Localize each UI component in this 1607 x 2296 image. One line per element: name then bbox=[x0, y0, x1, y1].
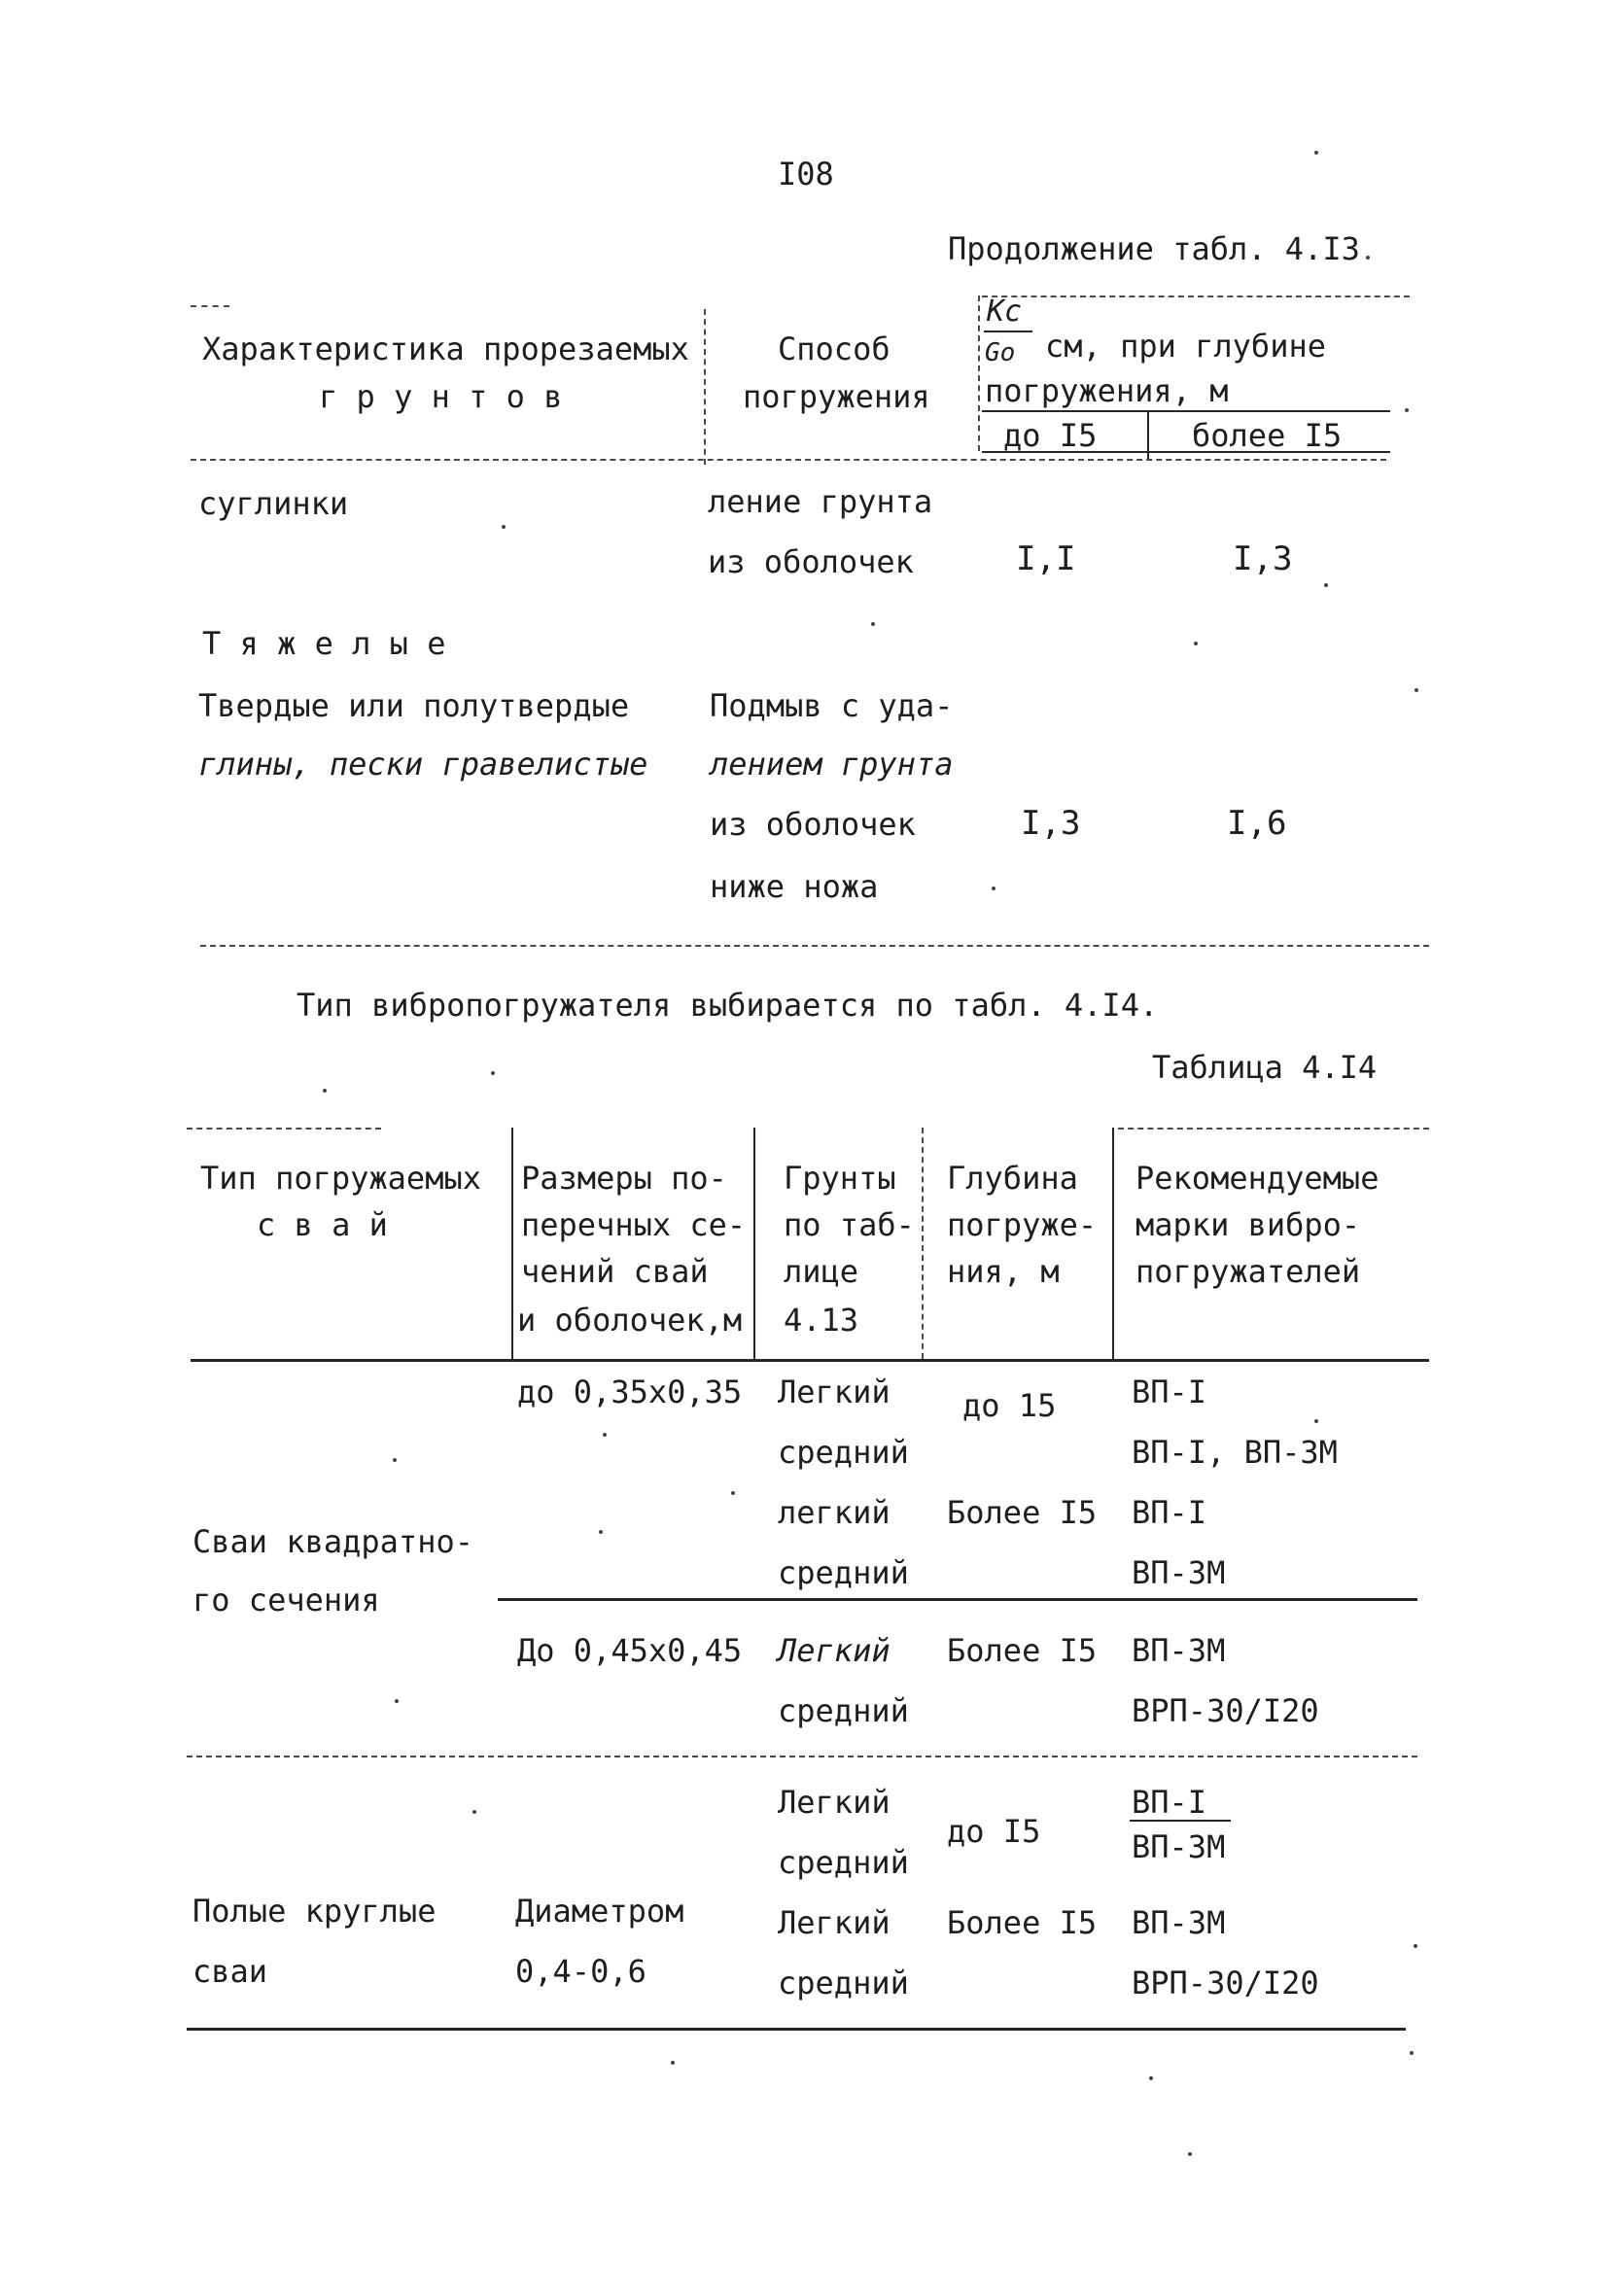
t414-header-depth-line2: погруже- bbox=[947, 1206, 1098, 1243]
scan-speck bbox=[1314, 151, 1318, 155]
scan-speck bbox=[671, 2061, 675, 2065]
t414-header-type-line2: с в а й bbox=[257, 1206, 388, 1243]
t414-col-divider-3 bbox=[922, 1128, 924, 1359]
scan-speck bbox=[603, 1433, 607, 1437]
t413-row1-soil: суглинки bbox=[198, 485, 349, 522]
scan-speck bbox=[1324, 583, 1328, 587]
t414-g2-depth-1: до I5 bbox=[947, 1813, 1041, 1850]
scan-speck bbox=[871, 622, 875, 626]
table-413-bottom-rule bbox=[200, 945, 1429, 947]
scan-speck bbox=[731, 1491, 735, 1495]
scan-speck bbox=[992, 887, 996, 890]
t414-g2-brand-2: ВП-3М bbox=[1132, 1828, 1226, 1865]
t414-g1-b1-depth-1: до 15 bbox=[962, 1387, 1057, 1424]
t414-header-brands-line2: марки вибро- bbox=[1135, 1206, 1361, 1243]
t413-header-depth-upto: до I5 bbox=[1003, 417, 1098, 454]
table-414-bottom-rule bbox=[187, 2028, 1406, 2031]
scan-speck bbox=[1366, 256, 1370, 260]
t413-header-method-line2: погружения bbox=[743, 378, 930, 415]
t414-g2-brand-4: ВРП-30/I20 bbox=[1132, 1965, 1319, 2001]
t414-g1-b1-brand-1: ВП-I bbox=[1132, 1374, 1207, 1410]
scan-speck bbox=[1410, 2051, 1414, 2055]
t413-header-coef-symbol-bottom: Go bbox=[985, 338, 1016, 367]
vibrodriver-note: Тип вибропогружателя выбирается по табл. 4.I4. bbox=[297, 987, 1159, 1024]
t413-header-coef-line1: см, при глубине bbox=[1045, 328, 1326, 365]
t413-header-soil-line2: г р у н т о в bbox=[319, 378, 563, 415]
scan-speck bbox=[502, 525, 506, 529]
t414-header-soils-line1: Грунты bbox=[784, 1160, 896, 1197]
t414-g2-type-line1: Полые круглые bbox=[192, 1893, 437, 1930]
t413-subheader-divider bbox=[1147, 412, 1149, 461]
t414-g2-depth-3: Более I5 bbox=[947, 1904, 1098, 1941]
t413-row2-upto15: I,3 bbox=[1021, 804, 1081, 843]
t414-g1-b2-brand-2: ВРП-30/I20 bbox=[1132, 1692, 1319, 1729]
scan-speck bbox=[1188, 2152, 1192, 2156]
t413-row1-method-line1: ление грунта bbox=[708, 483, 933, 520]
table-413-top-rule bbox=[191, 305, 229, 307]
t414-g2-size-line1: Диаметром bbox=[515, 1893, 684, 1930]
scan-speck bbox=[472, 1810, 476, 1814]
t413-header-soil-line1: Характеристика прорезаемых bbox=[202, 330, 689, 367]
t414-col-divider-2 bbox=[753, 1128, 755, 1359]
t414-col-divider-1 bbox=[511, 1128, 513, 1359]
t413-header-coef-symbol-top: Kc bbox=[987, 295, 1023, 329]
t414-g1-b2-depth-1: Более I5 bbox=[947, 1632, 1098, 1669]
t414-g1-block1-size: до 0,35x0,35 bbox=[517, 1374, 743, 1410]
t414-g2-type-line2: сваи bbox=[192, 1953, 268, 1990]
t414-header-bottom-rule bbox=[191, 1359, 1429, 1362]
t414-g1-b1-depth-3: Более I5 bbox=[947, 1494, 1098, 1531]
table-414-top-rule-right bbox=[1118, 1128, 1429, 1130]
t414-header-brands-line3: погружателей bbox=[1135, 1253, 1361, 1290]
t414-g1-block2-size: До 0,45x0,45 bbox=[517, 1632, 743, 1669]
t413-row2-group: Т я ж е л ы е bbox=[202, 625, 446, 662]
t413-row2-method-line1: Подмыв с уда- bbox=[710, 687, 954, 724]
scan-speck bbox=[1314, 1419, 1318, 1423]
table-413-top-rule-right bbox=[982, 296, 1410, 297]
t413-row2-over15: I,6 bbox=[1227, 804, 1287, 843]
t414-g2-soil-4: средний bbox=[778, 1965, 909, 2001]
t414-header-type-line1: Тип погружаемых bbox=[200, 1160, 481, 1197]
scan-speck bbox=[599, 1530, 603, 1534]
t414-g2-brand-3: ВП-3М bbox=[1132, 1904, 1226, 1941]
t413-header-depth-over: более I5 bbox=[1192, 417, 1343, 454]
t414-g2-brand-1: ВП-I bbox=[1132, 1784, 1207, 1821]
t413-row2-method-line2: лением грунта bbox=[710, 746, 954, 783]
t414-g1-b1-brand-4: ВП-3М bbox=[1132, 1554, 1226, 1591]
table-414-caption: Таблица 4.I4 bbox=[1152, 1049, 1378, 1086]
t414-g2-size-line2: 0,4-0,6 bbox=[515, 1953, 646, 1990]
t413-header-underline-over bbox=[982, 451, 1390, 453]
t414-g1-b2-soil-1: Легкий bbox=[778, 1632, 891, 1669]
t414-header-soils-line4: 4.13 bbox=[784, 1302, 859, 1339]
t413-row1-upto15: I,I bbox=[1016, 539, 1076, 578]
t414-group-divider bbox=[187, 1756, 1417, 1757]
t414-header-soils-line3: лице bbox=[784, 1253, 859, 1290]
table-413-caption: Продолжение табл. 4.I3 bbox=[948, 230, 1360, 267]
scan-speck bbox=[1405, 408, 1409, 412]
t414-g2-soil-3: Легкий bbox=[778, 1904, 891, 1941]
t414-g2-brand-fraction-bar bbox=[1130, 1820, 1231, 1822]
scan-speck bbox=[1149, 2076, 1153, 2080]
t413-header-coef-line2: погружения, м bbox=[985, 372, 1229, 409]
t413-row2-method-line4: ниже ножа bbox=[710, 868, 879, 905]
scan-speck bbox=[395, 1699, 399, 1703]
scan-speck bbox=[1194, 642, 1198, 645]
t413-row2-method-line3: из оболочек bbox=[710, 806, 916, 843]
t414-header-size-line2: перечных се- bbox=[521, 1206, 747, 1243]
t414-header-size-line1: Размеры по- bbox=[521, 1160, 727, 1197]
t414-header-depth-line1: Глубина bbox=[947, 1160, 1078, 1197]
t414-g1-block-divider bbox=[498, 1598, 1417, 1601]
scan-speck bbox=[491, 1071, 495, 1075]
t413-row2-soil-line1: Твердые или полутвердые bbox=[198, 687, 630, 724]
t414-header-depth-line3: ния, м bbox=[947, 1253, 1060, 1290]
t414-g1-b1-brand-2: ВП-I, ВП-3М bbox=[1132, 1434, 1338, 1471]
t413-header-bottom-rule bbox=[191, 459, 1386, 461]
t414-g1-b2-brand-1: ВП-3М bbox=[1132, 1632, 1226, 1669]
t414-header-size-line4: и оболочек,м bbox=[517, 1302, 743, 1339]
scan-speck bbox=[393, 1458, 397, 1462]
t414-g1-b1-soil-4: средний bbox=[778, 1554, 909, 1591]
t414-g1-b2-soil-2: средний bbox=[778, 1692, 909, 1729]
t413-col-divider-1 bbox=[704, 309, 706, 465]
t414-header-brands-line1: Рекомендуемые bbox=[1135, 1160, 1380, 1197]
t414-header-soils-line2: по таб- bbox=[784, 1206, 915, 1243]
page-number: I08 bbox=[778, 156, 834, 192]
t413-row2-soil-line2: глины, пески гравелистые bbox=[198, 746, 648, 783]
t414-header-size-line3: чений свай bbox=[521, 1253, 709, 1290]
scan-speck bbox=[1415, 688, 1418, 692]
t414-g1-type-line2: го сечения bbox=[192, 1582, 380, 1618]
t413-header-method-line1: Способ bbox=[778, 330, 891, 367]
t414-col-divider-4 bbox=[1112, 1128, 1114, 1359]
t414-g1-b1-soil-3: легкий bbox=[778, 1494, 891, 1531]
t414-g1-b1-soil-2: средний bbox=[778, 1434, 909, 1471]
table-414-top-rule-left bbox=[187, 1128, 381, 1130]
t414-g2-soil-2: средний bbox=[778, 1844, 909, 1881]
scan-speck bbox=[1414, 1944, 1417, 1948]
t413-row1-method-line2: из оболочек bbox=[708, 543, 914, 580]
t413-row1-over15: I,3 bbox=[1233, 539, 1293, 578]
t413-col-divider-2 bbox=[978, 296, 980, 451]
t414-g2-soil-1: Легкий bbox=[778, 1784, 891, 1821]
t414-g1-type-line1: Сваи квадратно- bbox=[192, 1523, 473, 1560]
t413-header-coef-fraction-bar bbox=[984, 330, 1032, 332]
scan-speck bbox=[323, 1089, 327, 1093]
t414-g1-b1-soil-1: Легкий bbox=[778, 1374, 891, 1410]
t413-header-subrule bbox=[982, 410, 1390, 412]
t414-g1-b1-brand-3: ВП-I bbox=[1132, 1494, 1207, 1531]
